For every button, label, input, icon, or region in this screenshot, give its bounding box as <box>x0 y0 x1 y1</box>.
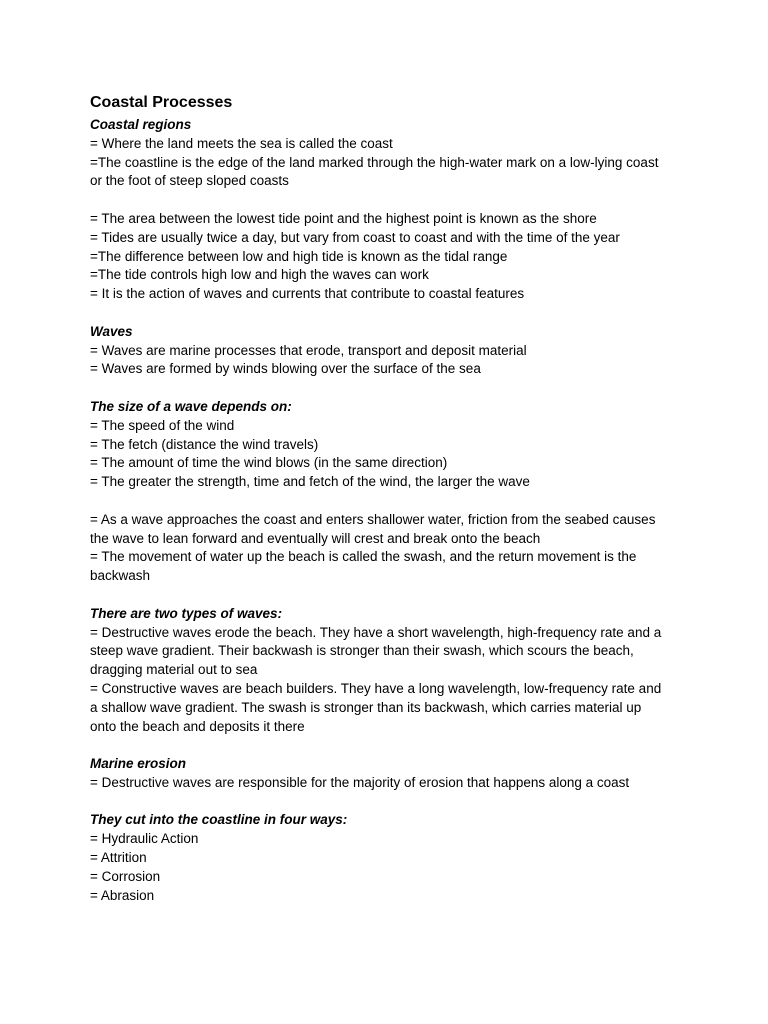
text-line: = Attrition <box>90 850 147 866</box>
section-heading: The size of a wave depends on: <box>90 398 292 414</box>
text-line: = The fetch (distance the wind travels) <box>90 436 319 452</box>
section-heading: Marine erosion <box>90 756 187 772</box>
text-line: = Where the land meets the sea is called the coast <box>90 135 393 151</box>
section <box>90 323 690 379</box>
section-spacer <box>90 304 690 323</box>
section-spacer <box>90 586 690 605</box>
text-line: = The greater the strength, time and fetch of the wind, the larger the wave <box>90 474 530 490</box>
document-title: Coastal Processes <box>90 94 233 111</box>
text-line: steep wave gradient. Their backwash is stronger than their swash, which scours the beach, <box>90 643 634 659</box>
text-line: = As a wave approaches the coast and enters shallower water, friction from the seabed causes <box>90 511 656 527</box>
document-page <box>90 92 690 905</box>
text-line: dragging material out to sea <box>90 662 258 678</box>
section <box>90 116 690 191</box>
document-body <box>90 116 690 905</box>
text-line: = Constructive waves are beach builders. They have a long wavelength, low-frequency rate and <box>90 680 662 696</box>
section-spacer <box>90 793 690 812</box>
section-heading: Coastal regions <box>90 117 192 132</box>
text-line: = Corrosion <box>90 868 161 884</box>
section-heading: There are two types of waves: <box>90 605 283 621</box>
text-line: = The speed of the wind <box>90 417 235 433</box>
text-line: =The tide controls high low and high the waves can work <box>90 267 429 283</box>
text-line: = The movement of water up the beach is called the swash, and the return movement is the <box>90 549 637 565</box>
section <box>90 511 690 586</box>
text-line: = The amount of time the wind blows (in the same direction) <box>90 455 448 471</box>
section-heading: Waves <box>90 323 133 339</box>
section-spacer <box>90 736 690 755</box>
section-heading: They cut into the coastline in four ways: <box>90 812 348 828</box>
text-line: the wave to lean forward and eventually will crest and break onto the beach <box>90 530 541 546</box>
text-line: =The coastline is the edge of the land marked through the high-water mark on a low-lying coast <box>90 154 659 170</box>
text-line: backwash <box>90 568 151 584</box>
section-spacer <box>90 191 690 210</box>
section <box>90 398 690 492</box>
text-line: = Hydraulic Action <box>90 831 199 847</box>
section <box>90 210 690 304</box>
section <box>90 755 690 793</box>
text-line: or the foot of steep sloped coasts <box>90 173 289 189</box>
text-line: = It is the action of waves and currents that contribute to coastal features <box>90 286 525 302</box>
text-line: = Destructive waves erode the beach. They have a short wavelength, high-frequency rate and a <box>90 624 662 640</box>
text-line: = Tides are usually twice a day, but vary from coast to coast and with the time of the year <box>90 229 620 245</box>
text-line: = The area between the lowest tide point and the highest point is known as the shore <box>90 210 597 226</box>
text-line: = Destructive waves are responsible for the majority of erosion that happens along a coast <box>90 774 630 790</box>
section <box>90 811 690 905</box>
section <box>90 605 690 737</box>
section-spacer <box>90 379 690 398</box>
text-line: = Abrasion <box>90 887 155 903</box>
text-line: = Waves are formed by winds blowing over the surface of the sea <box>90 361 481 377</box>
text-line: onto the beach and deposits it there <box>90 718 305 734</box>
text-line: =The difference between low and high tide is known as the tidal range <box>90 248 508 264</box>
section-spacer <box>90 492 690 511</box>
text-line: = Waves are marine processes that erode, transport and deposit material <box>90 342 527 358</box>
text-line: a shallow wave gradient. The swash is stronger than its backwash, which carries material up <box>90 699 642 715</box>
